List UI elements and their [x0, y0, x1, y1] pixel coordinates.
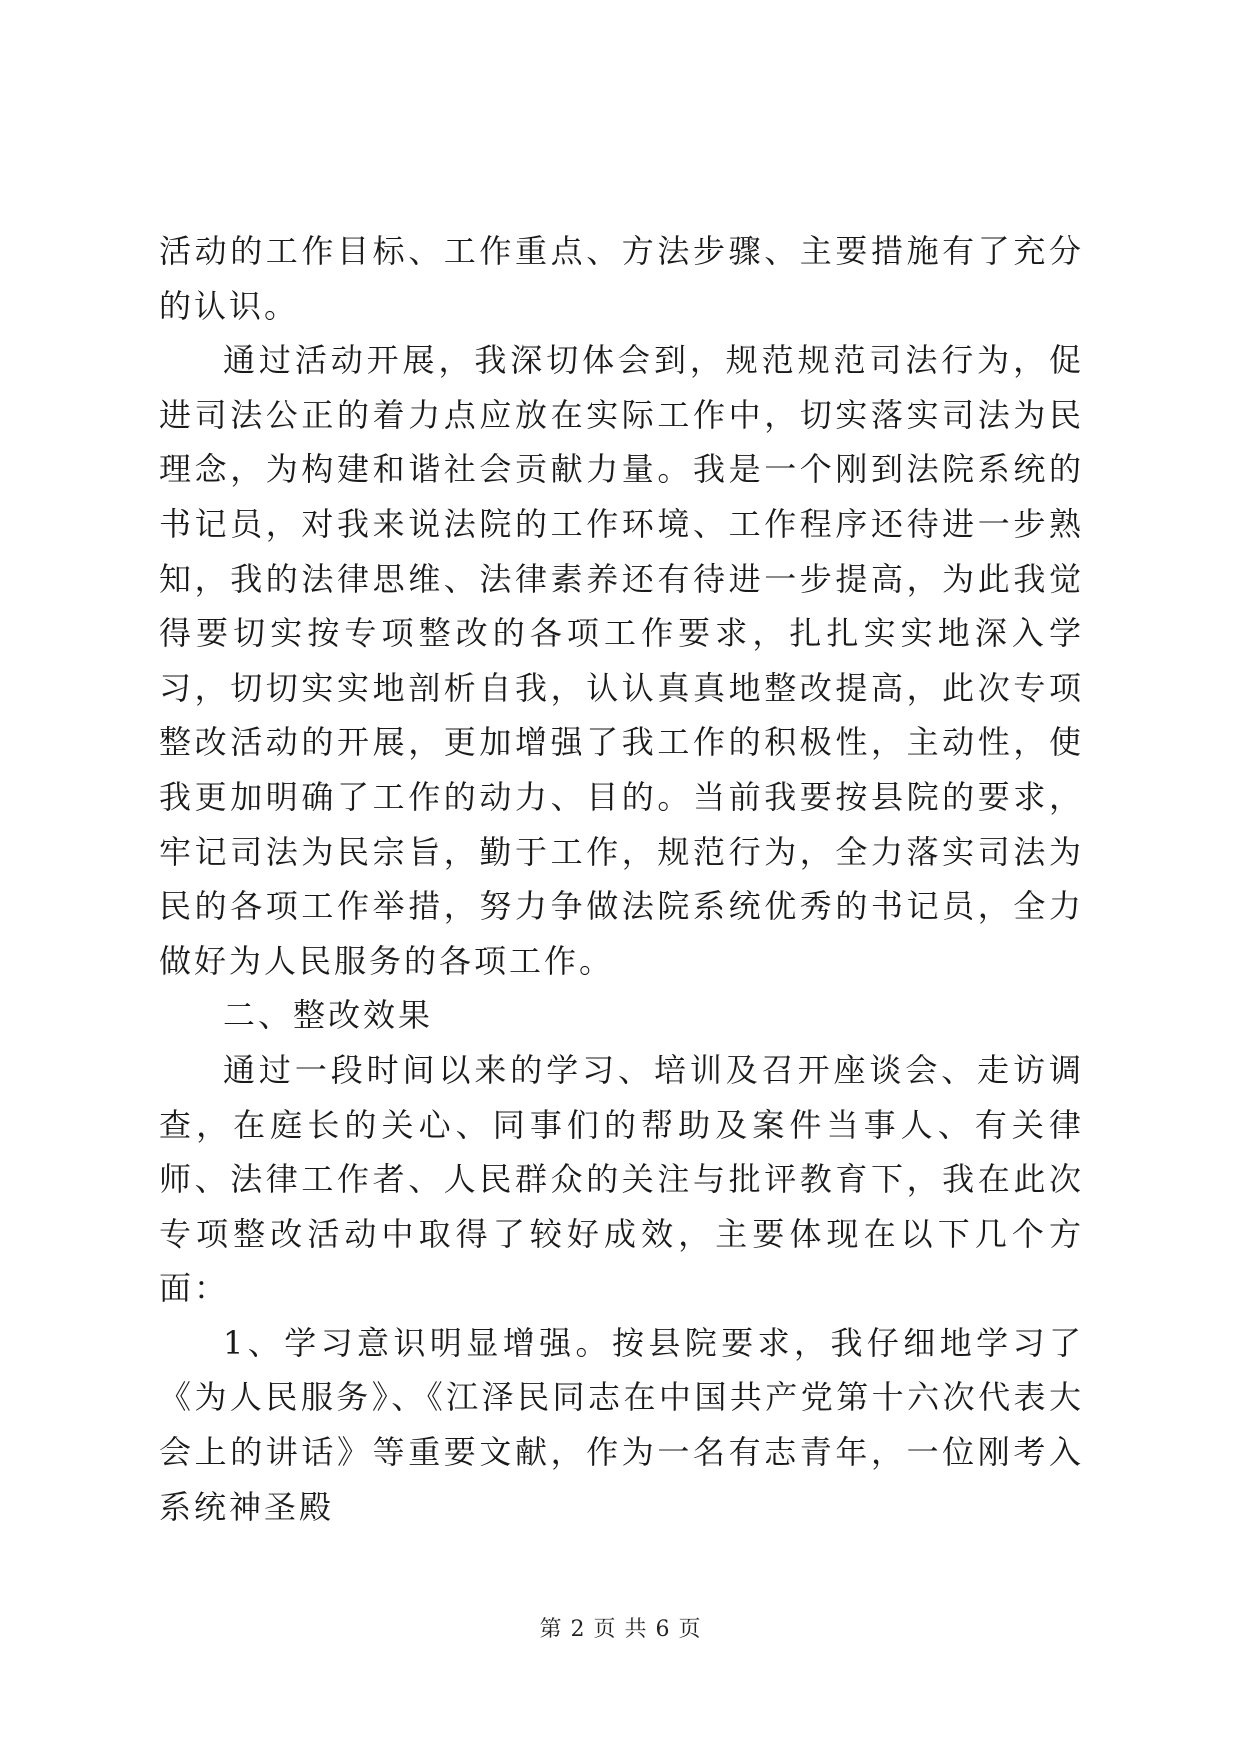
- paragraph-item-1: 1、学习意识明显增强。按县院要求，我仔细地学习了《为人民服务》、《江泽民同志在中国共产党第十六次代表大会上的讲话》等重要文献，作为一名有志青年，一位刚考入系统神圣殿: [159, 1323, 1084, 1526]
- paragraph-continuation: 活动的工作目标、工作重点、方法步骤、主要措施有了充分的认识。: [159, 232, 1084, 325]
- document-body: [159, 224, 1084, 1534]
- paragraph-reflection: 通过活动开展，我深切体会到，规范规范司法行为，促进司法公正的着力点应放在实际工作中，切实落实司法为民理念，为构建和谐社会贡献力量。我是一个刚到法院系统的书记员，对我来说法院的工作环境、工作程序还待进一步熟知，我的法律思维、法律素养还有待进一步提高，为此我觉得要切实按专项整改的各项工作要求，扎扎实实地深入学习，切切实实地剖析自我，认认真真地整改提高，此次专项整改活动的开展，更加增强了我工作的积极性，主动性，使我更加明确了工作的动力、目的。当前我要按县院的要求，牢记司法为民宗旨，勤于工作，规范行为，全力落实司法为民的各项工作举措，努力争做法院系统优秀的书记员，全力做好为人民服务的各项工作。: [159, 341, 1084, 980]
- page-number-footer: 第 2 页 共 6 页: [539, 1617, 702, 1642]
- section-heading: 二、整改效果: [223, 996, 434, 1035]
- paragraph-results-intro: 通过一段时间以来的学习、培训及召开座谈会、走访调查，在庭长的关心、同事们的帮助及案件当事人、有关律师、法律工作者、人民群众的关注与批评教育下，我在此次专项整改活动中取得了较好成效，主要体现在以下几个方面：: [159, 1050, 1084, 1308]
